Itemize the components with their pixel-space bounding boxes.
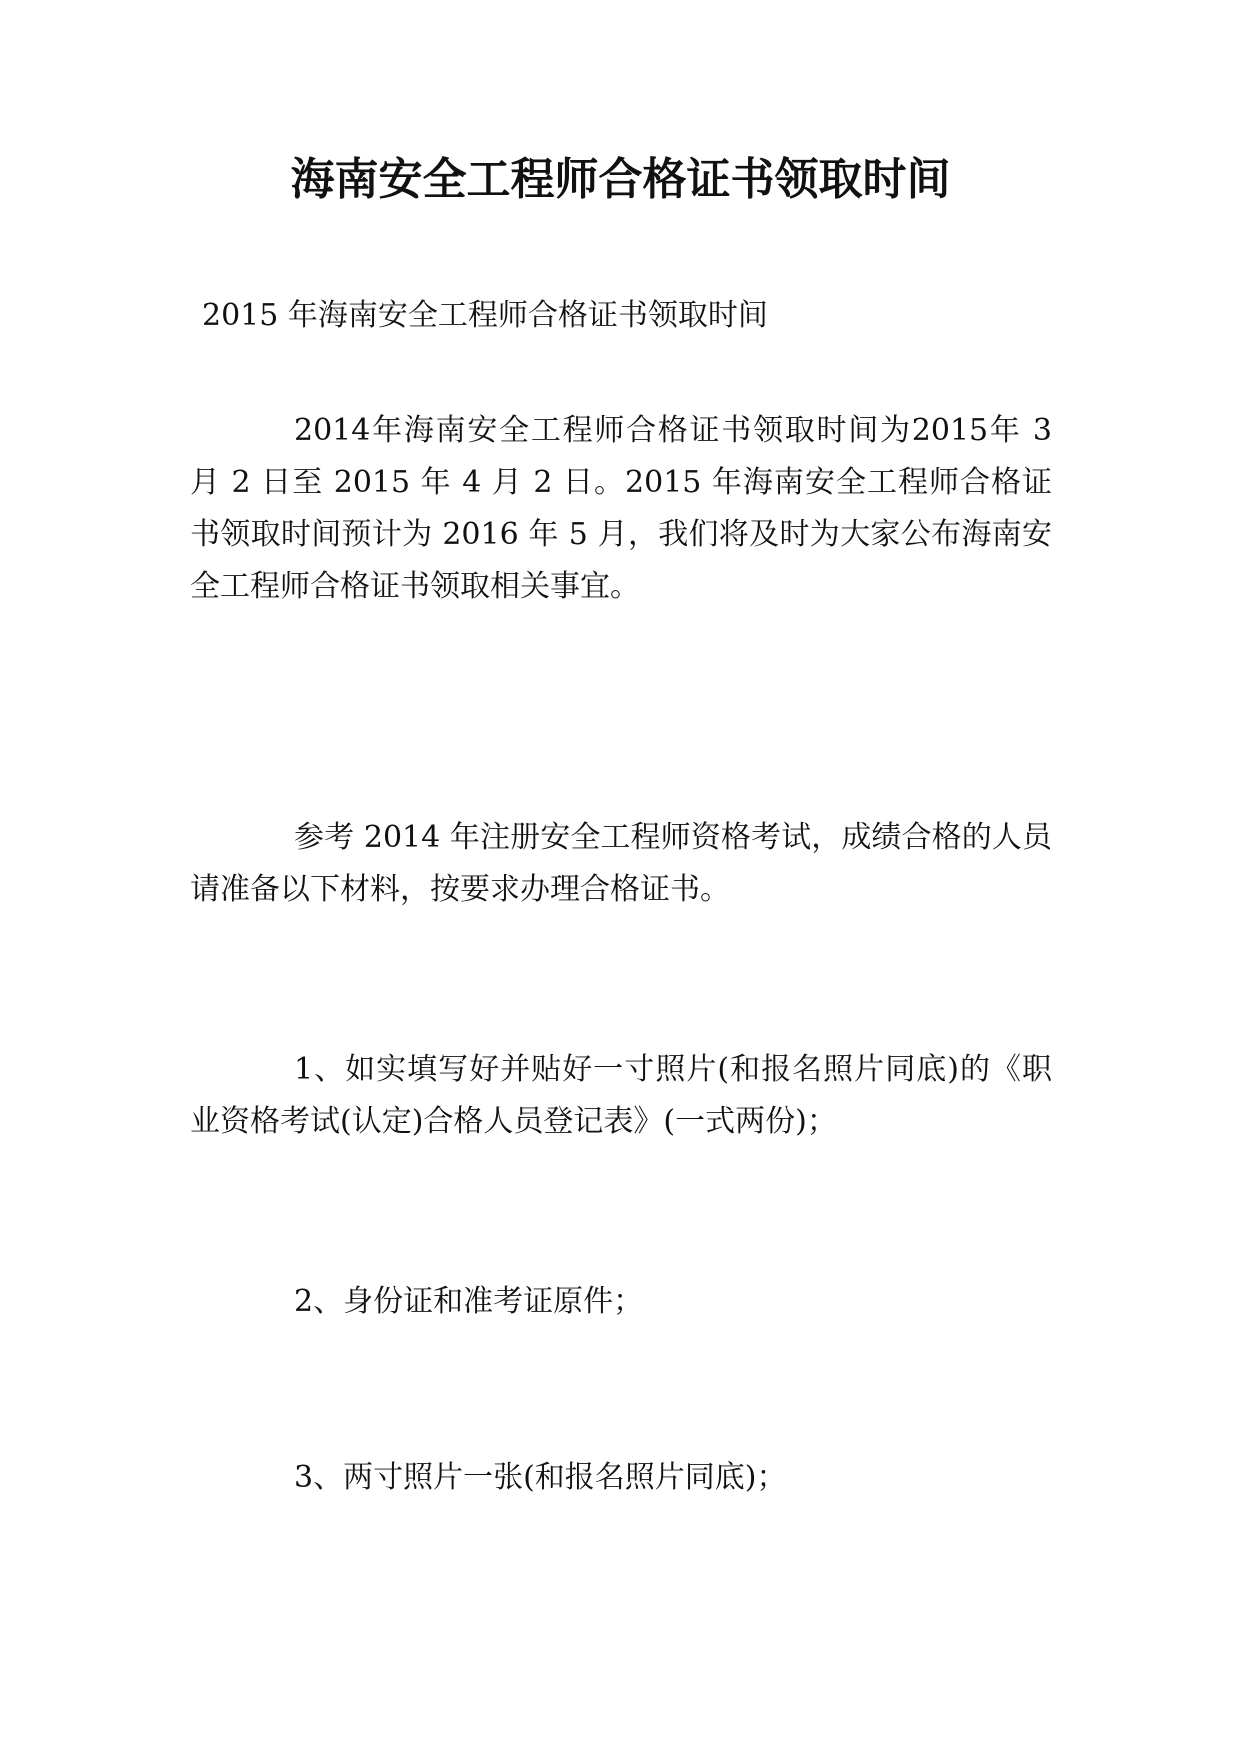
requirement-item-2: 2、身份证和准考证原件；	[294, 1284, 644, 1319]
document-subtitle: 2015 年海南安全工程师合格证书领取时间	[202, 298, 768, 333]
requirement-item-3: 3、两寸照片一张(和报名照片同底)；	[294, 1460, 787, 1495]
intro-paragraph: 2014年海南安全工程师合格证书领取时间为2015年 3 月 2 日至 2015 年 4 月 2 日。2015 年海南安全工程师合格证书领取时间预计为 2016 年 5 月，我们将及时为大家公布海南安全工程师合格证书领取相关事宜。	[190, 413, 1052, 604]
document-title: 海南安全工程师合格证书领取时间	[290, 154, 951, 205]
preparation-paragraph: 参考 2014 年注册安全工程师资格考试，成绩合格的人员请准备以下材料，按要求办理合格证书。	[190, 820, 1052, 907]
requirement-item-1: 1、如实填写好并贴好一寸照片(和报名照片同底)的《职业资格考试(认定)合格人员登记表》(一式两份)；	[190, 1052, 1052, 1139]
